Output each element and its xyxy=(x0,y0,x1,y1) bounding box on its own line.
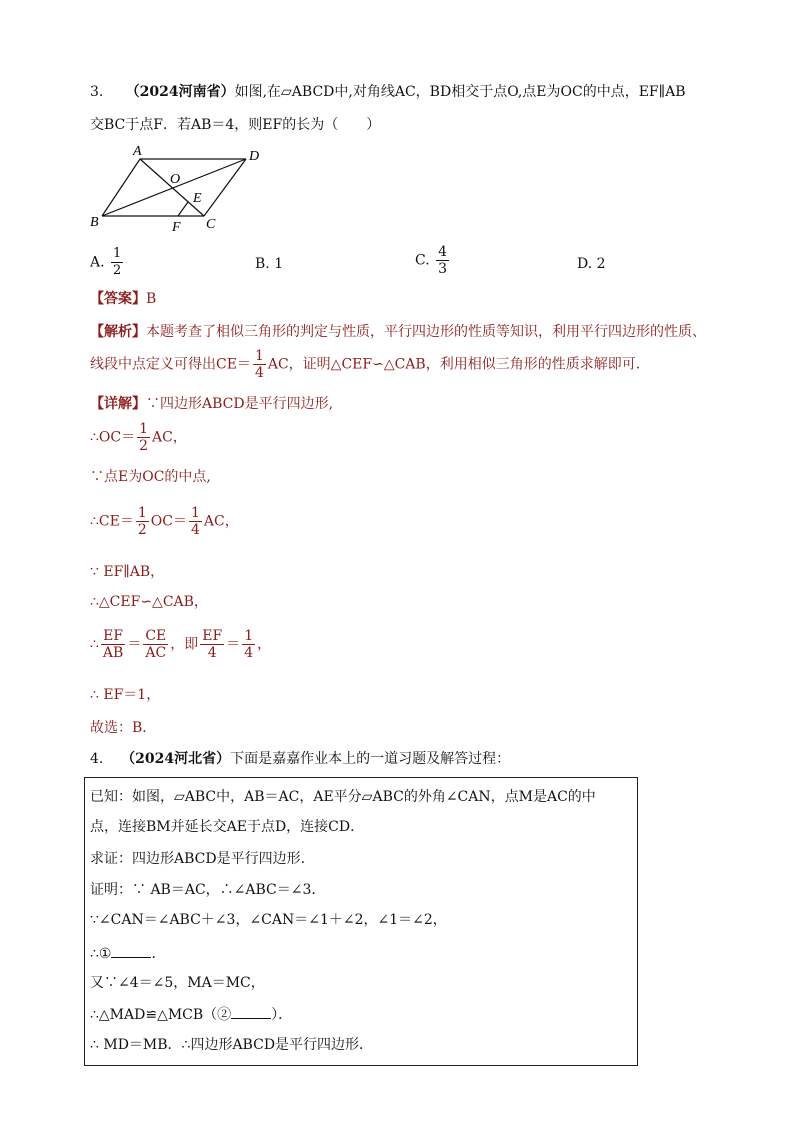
option-b: B. 1 xyxy=(255,256,284,272)
parallelogram-figure xyxy=(86,140,276,235)
box-line-9: ∴ MD＝MB．∴四边形ABCD是平行四边形． xyxy=(90,1037,374,1053)
answer-tag: 【答案】 xyxy=(90,291,146,307)
analysis-line-1: 【解析】本题考查了相似三角形的判定与性质，平行四边形的性质等知识，利用平行四边形的性质、 xyxy=(90,324,706,340)
detail-line-3: ∵点E为OC的中点, xyxy=(90,469,211,485)
box-line-4: 证明：∵ AB＝AC，∴∠ABC＝∠3． xyxy=(90,882,326,898)
detail-tag: 【详解】 xyxy=(90,396,146,412)
label-o: O xyxy=(170,172,181,187)
label-c: C xyxy=(206,217,216,232)
question-text: 如图,在▱ABCD中,对角线AC，BD相交于点O,点E为OC的中点，EF∥AB xyxy=(234,84,686,100)
detail-line-9: 故选：B． xyxy=(90,720,157,736)
label-d: D xyxy=(249,149,260,164)
label-a: A xyxy=(133,144,142,159)
question-3-line-1 xyxy=(90,83,686,101)
box-line-3: 求证：四边形ABCD是平行四边形． xyxy=(90,851,315,867)
box-line-2: 点，连接BM并延长交AE于点D，连接CD． xyxy=(90,819,365,835)
box-line-8: ∴△MAD≌△MCB（② ）． xyxy=(90,1004,292,1024)
blank-1 xyxy=(111,943,151,958)
detail-line-7: ∴ $\frac{EF}{AB}$ ＝ $\frac{CE}{AC}$ ，即 $\frac{EF}{4}$ ＝ $\frac{1}{4}$ ， xyxy=(90,628,272,661)
segment-ef xyxy=(178,202,188,216)
box-line-6: ∴① ． xyxy=(90,943,165,963)
label-e: E xyxy=(193,191,202,206)
box-line-5: ∵∠CAN＝∠ABC＋∠3，∠CAN＝∠1＋∠2，∠1＝∠2， xyxy=(90,912,447,928)
diagonal-ac xyxy=(140,159,204,216)
detail-line-5: ∵ EF∥AB， xyxy=(90,564,165,580)
option-a-fraction: $\frac{1}{2}$ xyxy=(113,246,122,278)
side-ba xyxy=(102,159,140,216)
analysis-tag: 【解析】 xyxy=(90,324,146,340)
option-a: A. $\frac{1}{2}$ xyxy=(90,246,122,278)
question-number: 3. xyxy=(90,84,104,100)
answer-line xyxy=(90,290,156,308)
question-source: （2024河南省） xyxy=(125,84,235,100)
label-b: B xyxy=(90,215,99,230)
question-4-line: 4. （2024河北省）下面是嘉嘉作业本上的一道习题及解答过程： xyxy=(90,751,511,767)
box-line-1: 已知：如图，▱ABC中，AB＝AC，AE平分▱ABC的外角∠CAN，点M是AC的中 xyxy=(90,789,596,805)
option-c: C. $\frac{4}{3}$ xyxy=(415,244,448,277)
detail-line-1: 【详解】∵四边形ABCD是平行四边形, xyxy=(90,396,334,412)
detail-line-2: ∴OC＝ $\frac{1}{2}$ AC， xyxy=(90,421,187,454)
detail-line-6: ∴△CEF∽△CAB， xyxy=(90,594,208,610)
label-f: F xyxy=(172,220,181,235)
detail-line-8: ∴ EF＝1， xyxy=(90,687,161,703)
analysis-line-2: 线段中点定义可得出CE＝ $\frac{1}{4}$ AC，证明△CEF∽△CAB，利用相似三角形的性质求解即可． xyxy=(90,348,650,381)
box-line-7: 又∵∠4＝∠5，MA＝MC， xyxy=(90,975,265,991)
question-3-line-2: 交BC于点F．若AB＝4，则EF的长为（ ） xyxy=(90,117,381,133)
option-d: D. 2 xyxy=(577,256,606,272)
option-c-fraction: $\frac{4}{3}$ xyxy=(438,244,448,277)
blank-2 xyxy=(231,1004,271,1019)
detail-line-4: ∴CE＝ $\frac{1}{2}$ OC＝ $\frac{1}{4}$ AC， xyxy=(90,505,239,538)
answer-value: B xyxy=(146,291,157,307)
